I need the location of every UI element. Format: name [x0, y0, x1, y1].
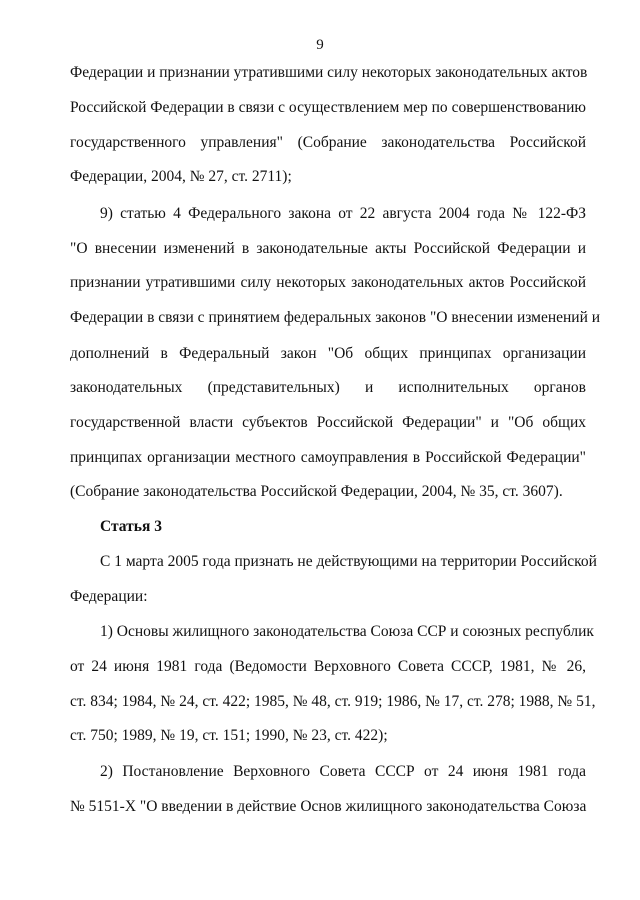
paragraph-line: 1) Основы жилищного законодательства Союза ССР и союзных республик [100, 623, 594, 640]
paragraph-line: государственного управления" (Собрание законодательства Российской [70, 134, 586, 151]
page-number: 9 [316, 37, 324, 53]
paragraph-line: Федерации в связи с принятием федеральных законов "О внесении изменений и [70, 309, 601, 326]
paragraph-line: (Собрание законодательства Российской Федерации, 2004, № 35, ст. 3607). [70, 483, 563, 500]
paragraph-line: № 5151-Х "О введении в действие Основ жилищного законодательства Союза [70, 798, 587, 815]
paragraph-line: принципах организации местного самоуправления в Российской Федерации" [70, 449, 586, 466]
article-heading: Статья 3 [100, 518, 162, 535]
paragraph-line: Федерации и признании утратившими силу некоторых законодательных актов [70, 64, 588, 81]
paragraph-line: "О внесении изменений в законодательные акты Российской Федерации и [70, 240, 586, 257]
paragraph-line: ст. 750; 1989, № 19, ст. 151; 1990, № 23, ст. 422); [70, 727, 388, 744]
paragraph-line: признании утратившими силу некоторых законодательных актов Российской [70, 274, 586, 291]
paragraph-line: от 24 июня 1981 года (Ведомости Верховного Совета СССР, 1981, № 26, [70, 658, 586, 675]
paragraph-line: С 1 марта 2005 года признать не действующими на территории Российской [100, 553, 597, 570]
paragraph-line: дополнений в Федеральный закон "Об общих принципах организации [70, 345, 586, 362]
paragraph-line: законодательных (представительных) и исполнительных органов [70, 379, 586, 396]
paragraph-line: государственной власти субъектов Российской Федерации" и "Об общих [70, 414, 586, 431]
paragraph-line: Федерации, 2004, № 27, ст. 2711); [70, 168, 292, 185]
paragraph-line: 9) статью 4 Федерального закона от 22 августа 2004 года № 122-ФЗ [100, 205, 586, 222]
paragraph-line: 2) Постановление Верховного Совета СССР от 24 июня 1981 года [100, 763, 586, 780]
paragraph-line: ст. 834; 1984, № 24, ст. 422; 1985, № 48, ст. 919; 1986, № 17, ст. 278; 1988, № 51, [70, 693, 596, 710]
paragraph-line: Российской Федерации в связи с осуществлением мер по совершенствованию [70, 99, 586, 116]
paragraph-line: Федерации: [70, 588, 148, 605]
